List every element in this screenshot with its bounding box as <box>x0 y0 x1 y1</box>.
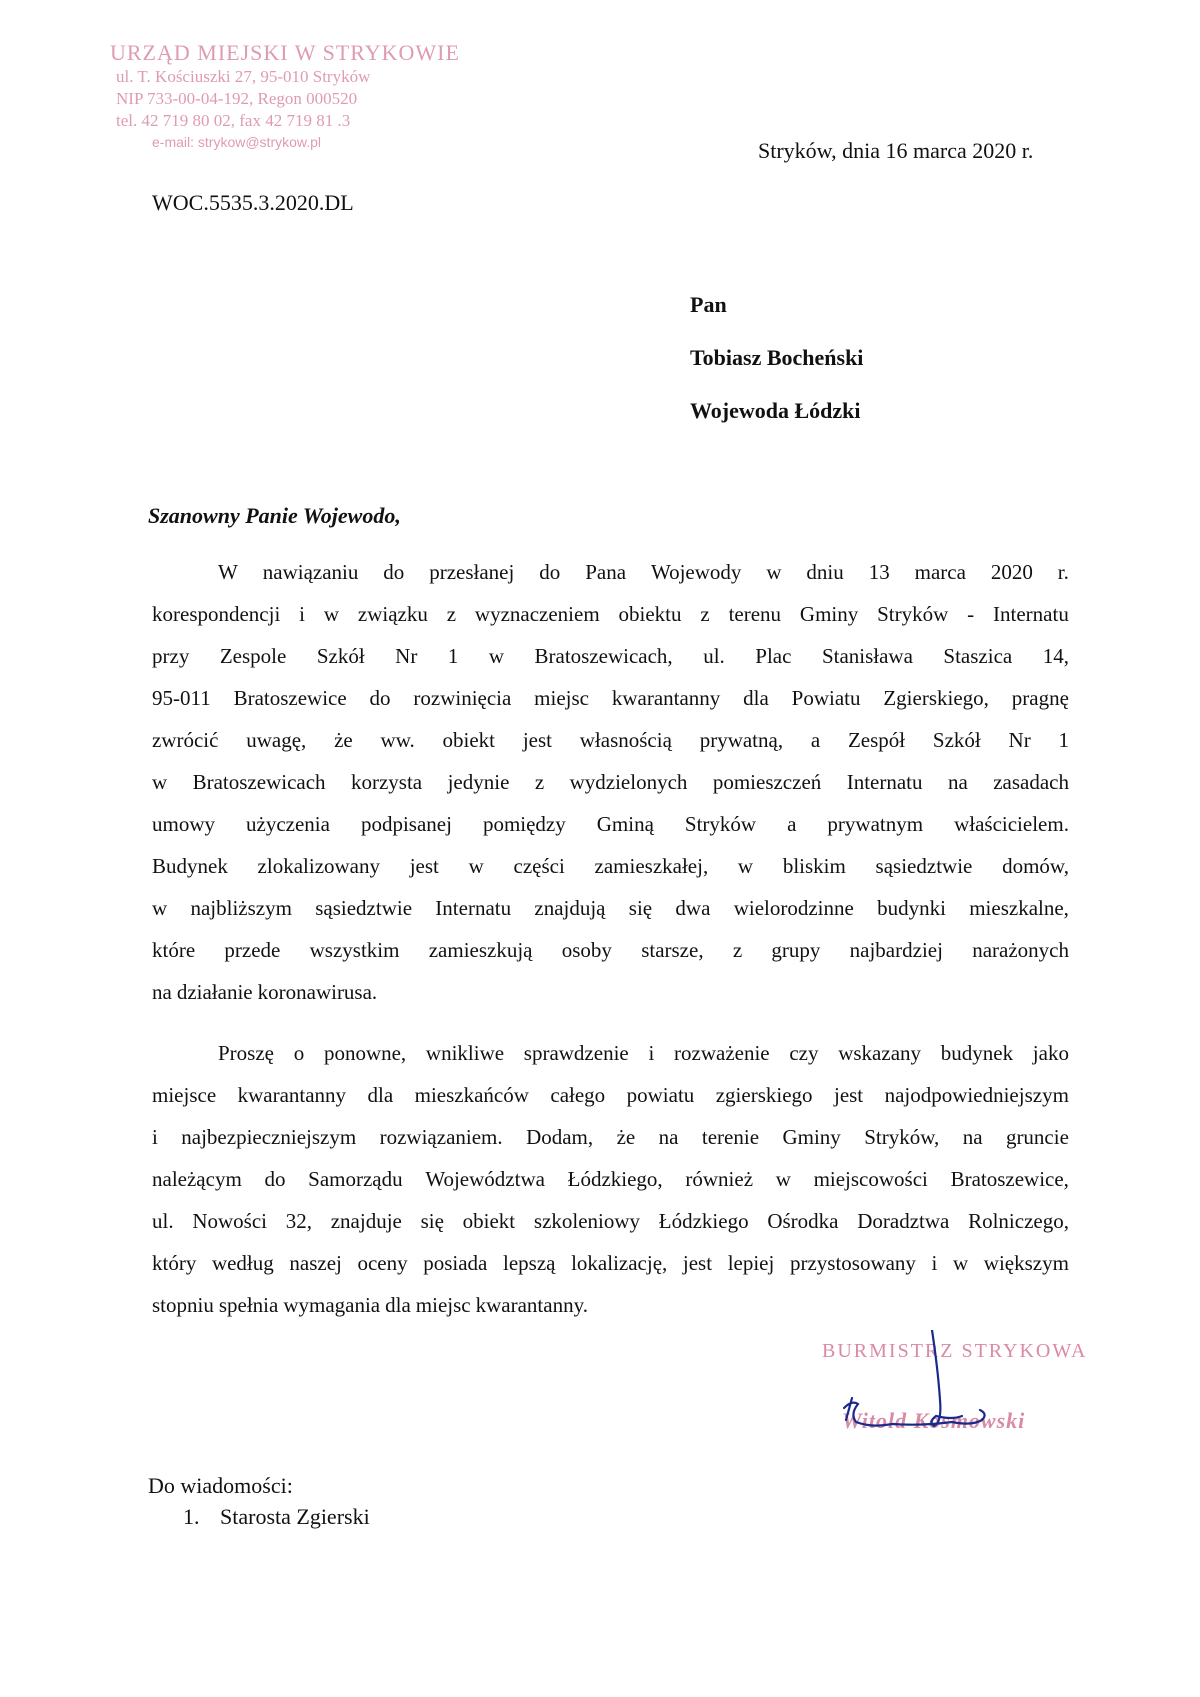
signature-block <box>812 1330 1088 1460</box>
text-line: przy Zespole Szkół Nr 1 w Bratoszewicach, ul. Plac Stanisława Staszica 14, <box>152 644 1069 668</box>
recipient-block <box>690 292 863 451</box>
text-line: który według naszej oceny posiada lepszą lokalizację, jest lepiej przystosowany i w większym <box>152 1251 1069 1275</box>
text-line: i najbezpieczniejszym rozwiązaniem. Dodam, że na terenie Gminy Stryków, na gruncie <box>152 1125 1069 1149</box>
recipient-name: Tobiasz Bocheński <box>690 345 864 370</box>
text-line: Proszę o ponowne, wnikliwe sprawdzenie i rozważenie czy wskazany budynek jako <box>218 1041 1069 1065</box>
text-line: ul. Nowości 32, znajduje się obiekt szkoleniowy Łódzkiego Ośrodka Doradztwa Rolniczego, <box>152 1209 1069 1233</box>
stamp-email: e-mail: strykow@strykow.pl <box>152 134 322 150</box>
cc-label: Do wiadomości: <box>148 1473 293 1498</box>
cc-list-item <box>183 1502 370 1532</box>
text-line: należącym do Samorządu Województwa Łódzkiego, również w miejscowości Bratoszewice, <box>152 1167 1069 1191</box>
text-line: korespondencji i w związku z wyznaczeniem obiektu z terenu Gminy Stryków - Internatu <box>152 602 1069 626</box>
stamp-office-name: URZĄD MIEJSKI W STRYKOWIE <box>110 40 460 65</box>
text-line: które przede wszystkim zamieszkują osoby starsze, z grupy najbardziej narażonych <box>152 938 1069 962</box>
text-line: Budynek zlokalizowany jest w części zamieszkałej, w bliskim sąsiedztwie domów, <box>152 854 1069 878</box>
office-header-stamp <box>110 40 460 152</box>
signature-stamp-name: Witold Kosmowski <box>842 1408 1026 1433</box>
text-line: W nawiązaniu do przesłanej do Pana Wojewody w dniu 13 marca 2020 r. <box>218 560 1069 584</box>
recipient-position: Wojewoda Łódzki <box>690 398 861 423</box>
reference-number: WOC.5535.3.2020.DL <box>152 190 354 215</box>
text-line: stopniu spełnia wymagania dla miejsc kwarantanny. <box>152 1293 588 1317</box>
text-line: 95-011 Bratoszewice do rozwinięcia miejsc kwarantanny dla Powiatu Zgierskiego, pragnę <box>152 686 1069 710</box>
cc-item-text: Starosta Zgierski <box>220 1504 370 1529</box>
paragraph-2 <box>152 1038 1069 1332</box>
paragraph-1 <box>152 557 1069 1019</box>
text-line: umowy użyczenia podpisanej pomiędzy Gminą Stryków a prywatnym właścicielem. <box>152 812 1069 836</box>
stamp-address: ul. T. Kościuszki 27, 95-010 Stryków <box>116 67 371 86</box>
stamp-ids: NIP 733-00-04-192, Regon 000520 <box>116 89 358 108</box>
handwritten-signature <box>812 1330 1082 1460</box>
cc-list <box>183 1502 370 1532</box>
text-line: w Bratoszewicach korzysta jedynie z wydzielonych pomieszczeń Internatu na zasadach <box>152 770 1069 794</box>
text-line: w najbliższym sąsiedztwie Internatu znajdują się dwa wielorodzinne budynki mieszkalne, <box>152 896 1069 920</box>
text-line: miejsce kwarantanny dla mieszkańców całego powiatu zgierskiego jest najodpowiedniejszym <box>152 1083 1069 1107</box>
stamp-phone: tel. 42 719 80 02, fax 42 719 81 .3 <box>116 111 351 130</box>
text-line: zwrócić uwagę, że ww. obiekt jest własnością prywatną, a Zespół Szkół Nr 1 <box>152 728 1069 752</box>
text-line: na działanie koronawirusa. <box>152 980 378 1004</box>
recipient-title: Pan <box>690 292 727 317</box>
place-and-date: Stryków, dnia 16 marca 2020 r. <box>758 138 1034 163</box>
signature-stamp-title: BURMISTRZ STRYKOWA <box>822 1340 1088 1362</box>
cc-item-number: 1. <box>183 1504 200 1529</box>
salutation: Szanowny Panie Wojewodo, <box>148 503 401 528</box>
